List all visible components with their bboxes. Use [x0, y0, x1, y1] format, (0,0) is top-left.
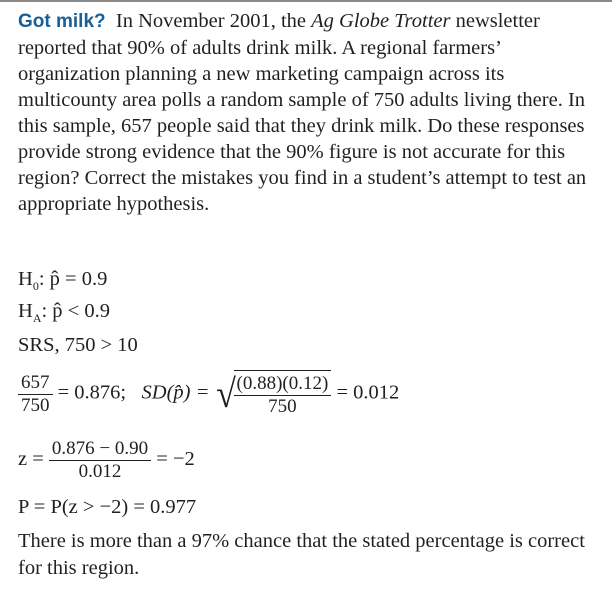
null-hypothesis: $H_0$: p̂ = 0.9 — [18, 268, 108, 294]
newsletter-title: Ag Globe Trotter — [311, 10, 451, 32]
z-fraction: $\frac{0.876 - 0.90}{0.012}$ — [49, 438, 151, 483]
z-result: = −2 — [156, 448, 195, 471]
problem-text-2: newsletter reported that 90% of adults drink milk. A regional farmers’ organization planning a new marketing campaign across its multicounty area polls a random sample of 750 adults living there. In this sample, 657 people said that they drink milk. Do these responses provide strong evidence that the 90% figure is not accurate for this region? Correct the mistakes you find in a student’s attempt to test an appropriate hypothesis. — [18, 10, 587, 215]
phat-value: = 0.876; — [57, 381, 127, 404]
z-label: z = — [18, 448, 44, 471]
problem-text-1: In November 2001, the — [115, 10, 307, 32]
sd-sqrt: √ $\frac{(0.88)(0.12)}{750}$ — [215, 370, 332, 418]
top-rule — [0, 0, 612, 2]
z-line — [18, 438, 195, 483]
phat-fraction: $\frac{657}{750}$ — [18, 372, 53, 417]
problem-lead: Got milk? — [18, 11, 106, 32]
sd-result: = 0.012 — [336, 381, 400, 404]
sd-label: SD(p̂) = — [141, 381, 210, 404]
conclusion: There is more than a 97% chance that the stated percentage is correct for this region. — [18, 530, 585, 579]
phat-sd-line — [18, 370, 399, 418]
alt-hypothesis: $H_A$: p̂ < 0.9 — [18, 300, 110, 326]
srs-condition: SRS, 750 > 10 — [18, 334, 138, 356]
problem-statement — [18, 8, 602, 217]
p-value-line: P = P(z > −2) = 0.977 — [18, 496, 197, 518]
